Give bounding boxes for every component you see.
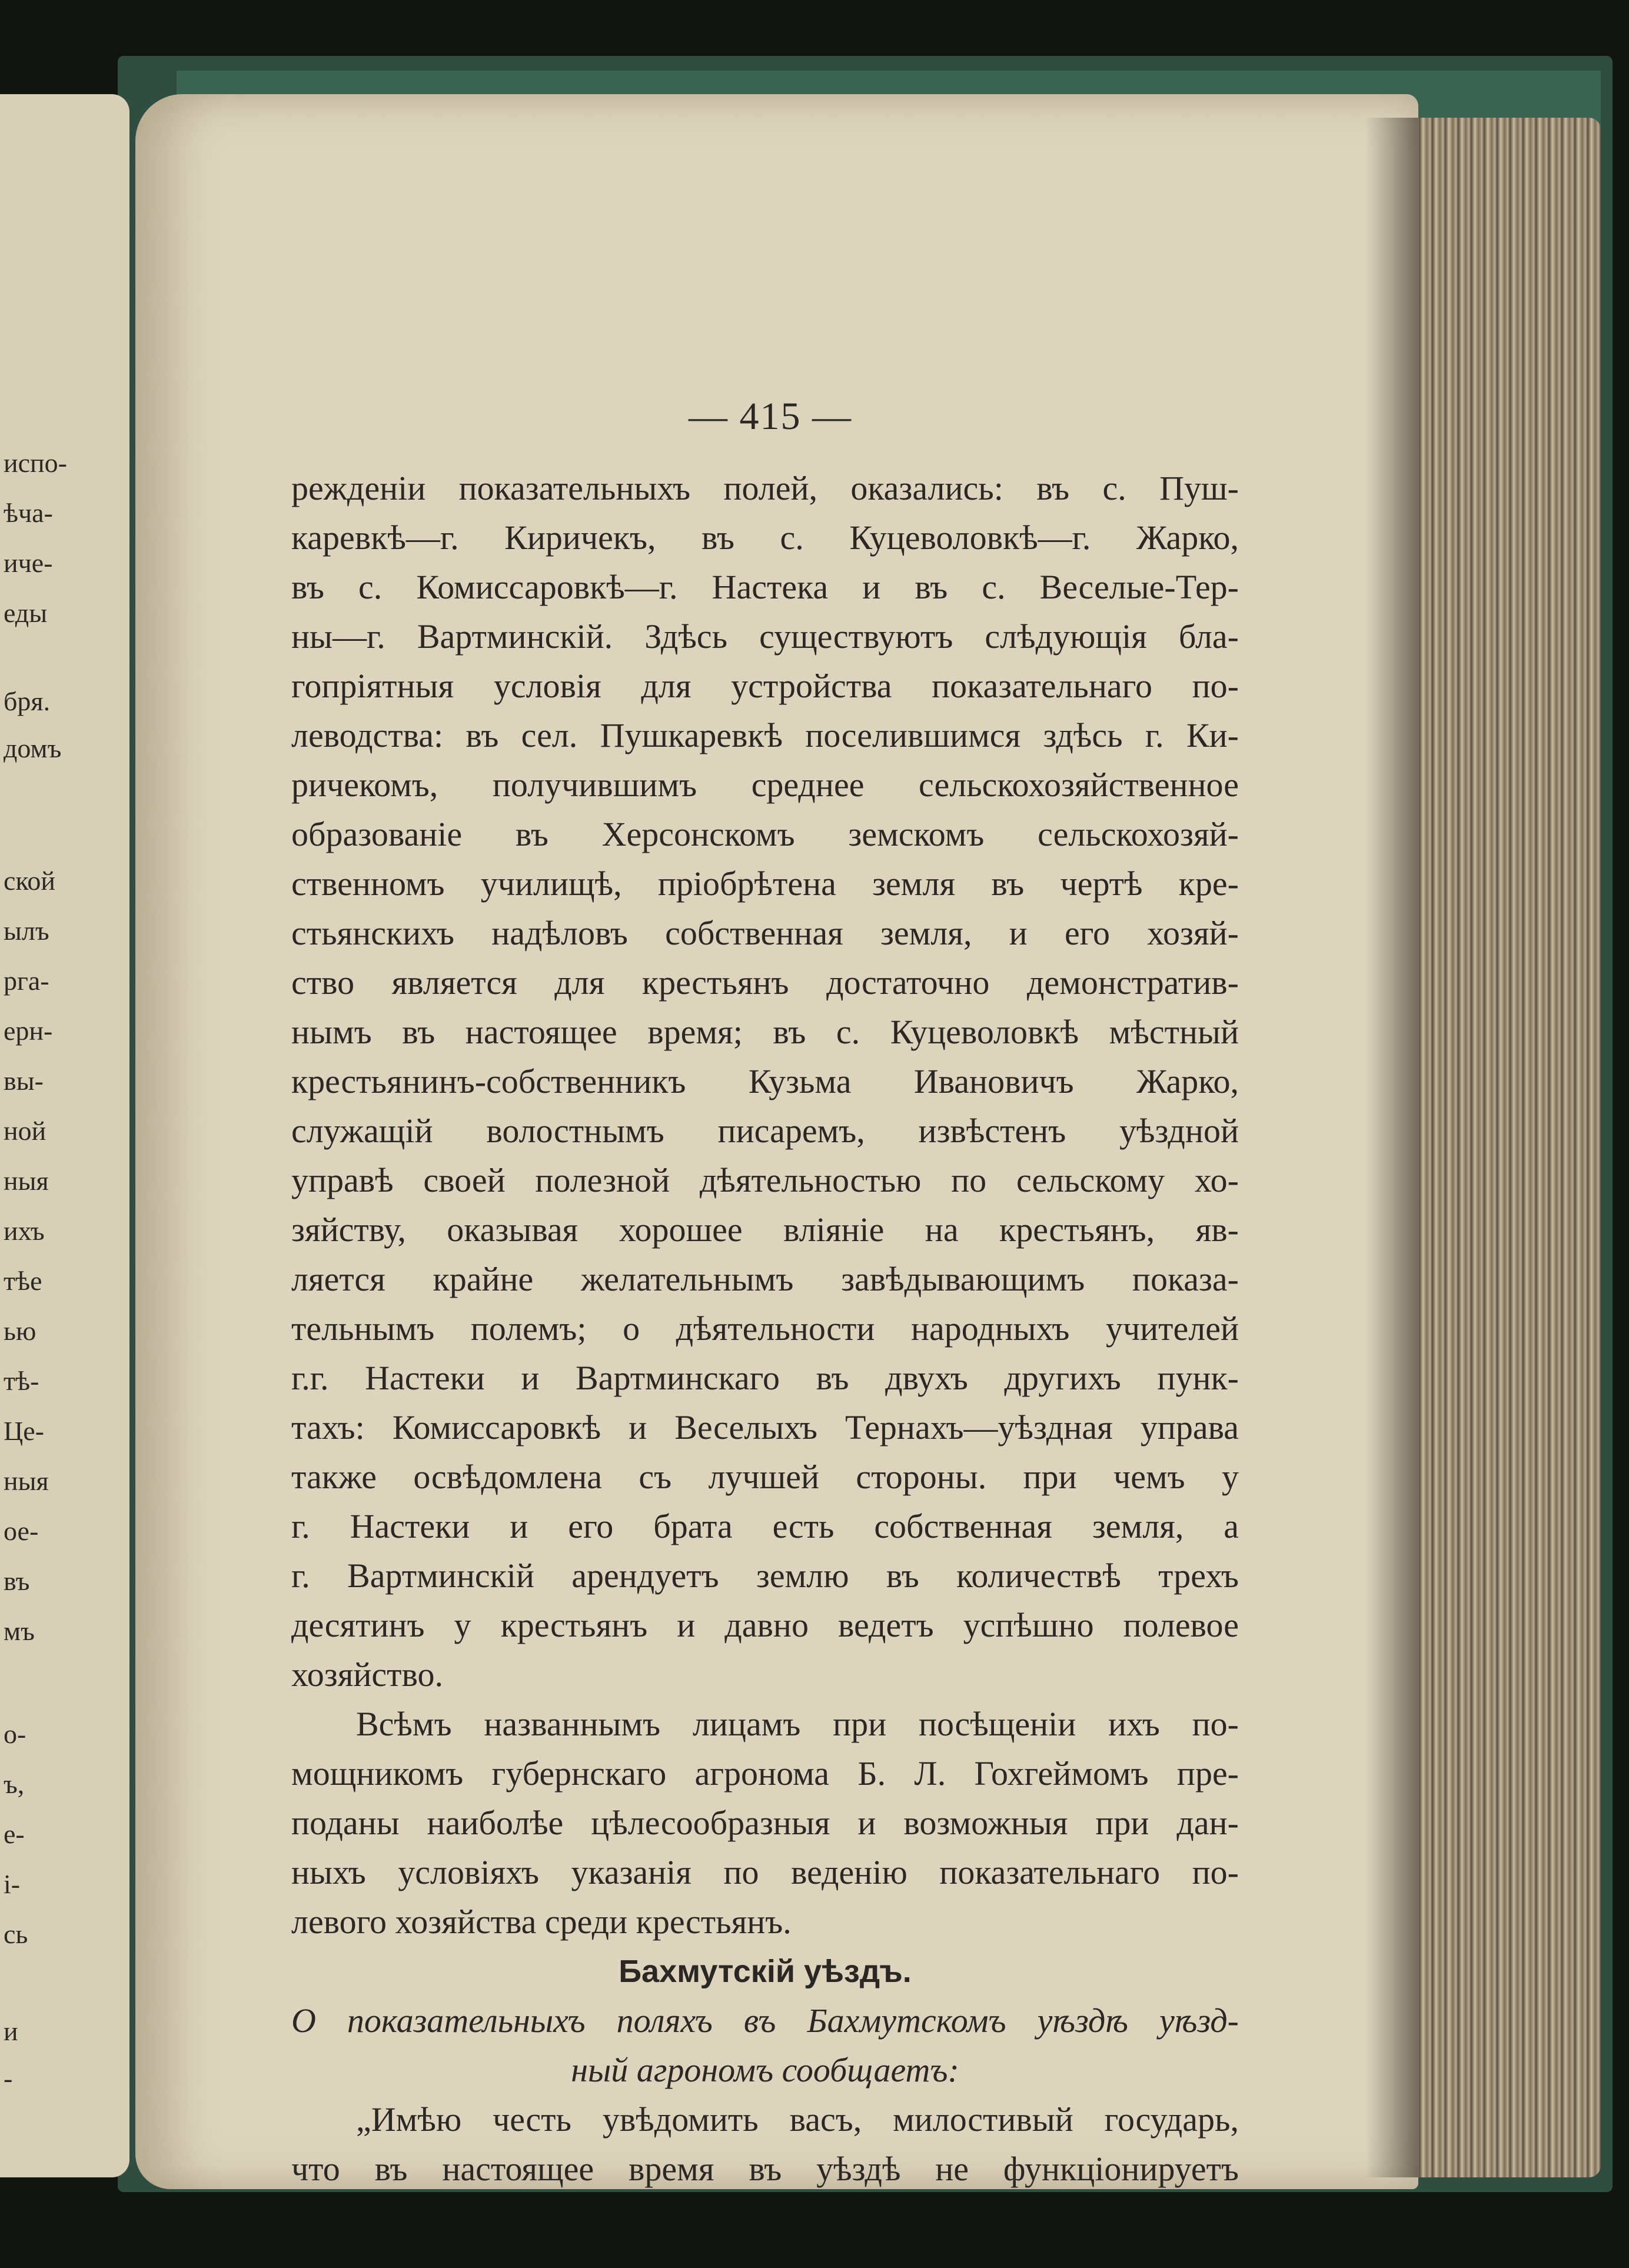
text-line: тельнымъ полемъ; о дѣятельности народныхъ учителей bbox=[291, 1309, 1239, 1348]
left-fragment: ихъ bbox=[4, 1216, 45, 1246]
book-page bbox=[135, 94, 1418, 2189]
left-fragment: ылъ bbox=[4, 916, 49, 946]
left-fragment: тѣе bbox=[4, 1266, 42, 1296]
left-fragment: рга- bbox=[4, 966, 49, 996]
left-fragment: иче- bbox=[4, 548, 53, 578]
page-number: — 415 — bbox=[689, 395, 852, 438]
text-line: каревкѣ—г. Киричекъ, въ с. Куцеволовкѣ—г. Жарко, bbox=[291, 518, 1239, 557]
left-fragment: бря. bbox=[4, 686, 51, 716]
left-fragment: ной bbox=[4, 1116, 46, 1146]
section-subheading bbox=[291, 1996, 1239, 2095]
text-line: ство является для крестьянъ достаточно демонстратив- bbox=[291, 963, 1239, 1002]
left-fragment: Це- bbox=[4, 1416, 44, 1446]
text-line: мощникомъ губернскаго агронома Б. Л. Гохгеймомъ пре- bbox=[291, 1754, 1239, 1793]
left-fragment: домъ bbox=[4, 733, 62, 763]
text-line: служащій волостнымъ писаремъ, извѣстенъ уѣздной bbox=[291, 1112, 1239, 1150]
previous-page-edge bbox=[0, 94, 129, 2177]
text-line: г.г. Настеки и Вартминскаго въ двухъ другихъ пунк- bbox=[291, 1359, 1239, 1397]
left-fragment: і- bbox=[4, 1869, 21, 1899]
text-line: г. Настеки и его брата есть собственная земля, а bbox=[291, 1507, 1239, 1545]
text-line: также освѣдомлена съ лучшей стороны. при чемъ у bbox=[291, 1458, 1239, 1496]
left-fragment: тѣ- bbox=[4, 1366, 39, 1396]
text-line: зяйству, оказывая хорошее вліяніе на крестьянъ, яв- bbox=[291, 1211, 1239, 1249]
left-fragment: ѣча- bbox=[4, 498, 53, 528]
left-fragment: еды bbox=[4, 598, 48, 628]
text-line: гопріятныя условія для устройства показательнаго по- bbox=[291, 667, 1239, 705]
page-text bbox=[291, 464, 1239, 2194]
left-fragment: сь bbox=[4, 1919, 28, 1949]
text-line: въ с. Комиссаровкѣ—г. Настека и въ с. Веселые-Тер- bbox=[291, 568, 1239, 606]
text-line: тахъ: Комиссаровкѣ и Веселыхъ Тернахъ—уѣздная управа bbox=[291, 1408, 1239, 1446]
left-fragment: е- bbox=[4, 1819, 25, 1849]
left-fragment: въ bbox=[4, 1566, 30, 1596]
left-fragment: вы- bbox=[4, 1066, 44, 1096]
text-line: нымъ въ настоящее время; въ с. Куцеволовкѣ мѣстный bbox=[291, 1013, 1239, 1051]
left-fragment: ныя bbox=[4, 1466, 49, 1496]
paragraph-3 bbox=[291, 2095, 1239, 2194]
text-line: ныхъ условіяхъ указанія по веденію показательнаго по- bbox=[291, 1853, 1239, 1891]
section-heading: Бахмутскій уѣздъ. bbox=[619, 1954, 912, 1989]
text-line: ричекомъ, получившимъ среднее сельскохозяйственное bbox=[291, 766, 1239, 804]
text-line: крестьянинъ-собственникъ Кузьма Ивановичъ Жарко, bbox=[291, 1062, 1239, 1100]
text-line: поданы наиболѣе цѣлесообразныя и возможныя при дан- bbox=[291, 1804, 1239, 1842]
page-gutter-shadow bbox=[1365, 118, 1418, 2177]
subheading-line: ный агрономъ сообщаетъ: bbox=[571, 2051, 959, 2089]
text-line: ны—г. Вартминскій. Здѣсь существуютъ слѣдующія бла- bbox=[291, 617, 1239, 656]
left-fragment: о- bbox=[4, 1719, 26, 1749]
text-line: леводства: въ сел. Пушкаревкѣ поселившимся здѣсь г. Ки- bbox=[291, 716, 1239, 754]
left-fragment: мъ bbox=[4, 1616, 35, 1646]
page-fore-edge bbox=[1401, 118, 1601, 2177]
left-fragment: ской bbox=[4, 866, 56, 896]
text-line: Всѣмъ названнымъ лицамъ при посѣщеніи ихъ по- bbox=[356, 1705, 1239, 1743]
text-line: десятинъ у крестьянъ и давно ведетъ успѣшно полевое bbox=[291, 1606, 1239, 1644]
subheading-line: О показательныхъ поляхъ въ Бахмутскомъ уѣздѣ уѣзд- bbox=[291, 2001, 1239, 2040]
text-line: „Имѣю честь увѣдомить васъ, милостивый государь, bbox=[356, 2100, 1239, 2139]
text-line: стьянскихъ надѣловъ собственная земля, и его хозяй- bbox=[291, 914, 1239, 952]
paragraph-2 bbox=[291, 1700, 1239, 1947]
text-line: ственномъ училищѣ, пріобрѣтена земля въ чертѣ кре- bbox=[291, 864, 1239, 903]
text-line: образованіе въ Херсонскомъ земскомъ сельскохозяй- bbox=[291, 815, 1239, 853]
text-line: хозяйство. bbox=[291, 1655, 443, 1694]
left-fragment: и bbox=[4, 2016, 18, 2046]
text-line: г. Вартминскій арендуетъ землю въ количествѣ трехъ bbox=[291, 1557, 1239, 1595]
left-fragment: ерн- bbox=[4, 1016, 53, 1046]
paragraph-1 bbox=[291, 464, 1239, 1700]
left-fragment: ью bbox=[4, 1316, 36, 1346]
left-fragment: - bbox=[4, 2063, 13, 2093]
left-fragment: ое- bbox=[4, 1516, 39, 1546]
text-line: ляется крайне желательнымъ завѣдывающимъ показа- bbox=[291, 1260, 1239, 1298]
text-line: управѣ своей полезной дѣятельностью по сельскому хо- bbox=[291, 1161, 1239, 1199]
left-fragment: ныя bbox=[4, 1166, 49, 1196]
text-line: что въ настоящее время въ уѣздѣ не функціонируетъ bbox=[291, 2150, 1239, 2188]
text-line: режденіи показательныхъ полей, оказались: въ с. Пуш- bbox=[291, 469, 1239, 507]
left-fragment: испо- bbox=[4, 448, 67, 478]
text-line: левого хозяйства среди крестьянъ. bbox=[291, 1903, 792, 1941]
left-fragment: ъ, bbox=[4, 1769, 25, 1799]
